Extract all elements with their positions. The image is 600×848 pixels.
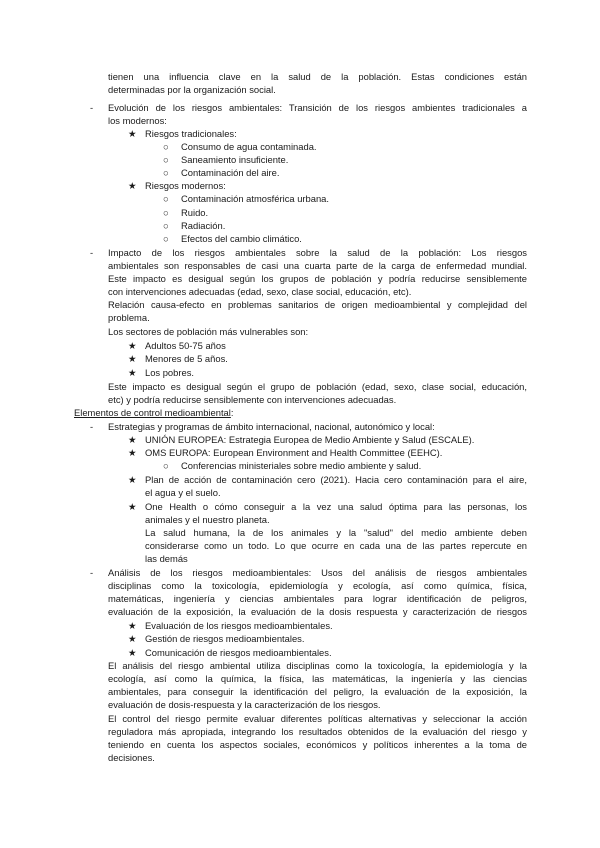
dash-bullet: - — [90, 102, 94, 113]
text-line: determinadas por la organización social. — [108, 84, 276, 95]
text-line: evaluación de dosis-respuesta y la caracterización de los riesgos. — [108, 699, 381, 710]
text-line: decisiones. — [108, 752, 155, 763]
text-line: animales y el nuestro planeta. — [145, 514, 270, 525]
text-line: etc) y podría reducirse sensiblemente con intervenciones adecuadas. — [108, 394, 397, 405]
text-line: Los pobres. — [145, 367, 194, 378]
text-line: Relación causa-efecto en problemas sanitarios de origen medioambiental y complejidad del — [108, 299, 527, 310]
text-line: Conferencias ministeriales sobre medio ambiente y salud. — [181, 460, 422, 471]
text-line: One Health o cómo conseguir a la vez una salud óptima para las personas, los — [145, 501, 527, 512]
text-line: Menores de 5 años. — [145, 353, 228, 364]
star-bullet: ★ — [128, 367, 137, 378]
text-line: OMS EUROPA: European Environment and Health Committee (EEHC). — [145, 447, 443, 458]
circle-bullet: ○ — [163, 460, 169, 471]
section-heading — [74, 406, 233, 419]
text-line: Consumo de agua contaminada. — [181, 141, 317, 152]
text-line: Este impacto es desigual según los grupos de población y podría reducirse sensiblemente — [108, 273, 527, 284]
text-line: reguladora más apropiada, integrando los resultados obtenidos de la evaluación del riesgo y — [108, 726, 527, 737]
text-line: matemáticas, ingeniería y ciencias ambientales para lograr identificación de peligros, — [108, 593, 527, 604]
text-line: Contaminación del aire. — [181, 167, 280, 178]
text-line: considerarse como un todo. Lo que ocurre en cada una de las partes repercute en — [145, 540, 527, 551]
circle-bullet: ○ — [163, 193, 169, 204]
star-bullet: ★ — [128, 128, 137, 139]
text-line: Impacto de los riesgos ambientales sobre la salud de la población: Los riesgos — [108, 247, 527, 258]
text-line: las demás — [145, 553, 188, 564]
circle-bullet: ○ — [163, 220, 169, 231]
text-line: La salud humana, la de los animales y la "salud" del medio ambiente deben — [145, 527, 527, 538]
text-line: Análisis de los riesgos medioambientales: Usos del análisis de riesgos ambientales — [108, 567, 527, 578]
text-line: Saneamiento insuficiente. — [181, 154, 289, 165]
text-line: Radiación. — [181, 220, 226, 231]
text-line: Estrategias y programas de ámbito internacional, nacional, autonómico y local: — [108, 421, 435, 432]
star-bullet: ★ — [128, 180, 137, 191]
star-bullet: ★ — [128, 647, 137, 658]
text-line: Evolución de los riesgos ambientales: Transición de los riesgos ambientes tradicionales a — [108, 102, 527, 113]
dash-bullet: - — [90, 567, 94, 578]
circle-bullet: ○ — [163, 154, 169, 165]
text-line: tienen una influencia clave en la salud de la población. Estas condiciones están — [108, 71, 527, 82]
section-heading-colon: : — [230, 407, 234, 418]
circle-bullet: ○ — [163, 207, 169, 218]
text-line: Riesgos modernos: — [145, 180, 226, 191]
star-bullet: ★ — [128, 501, 137, 512]
text-line: UNIÓN EUROPEA: Estrategia Europea de Medio Ambiente y Salud (ESCALE). — [145, 434, 475, 445]
text-line: El control del riesgo permite evaluar diferentes políticas alternativas y seleccionar la acción — [108, 713, 527, 724]
text-line: evaluación de la exposición, la evaluación de la dosis respuesta y caracterización de riesgos — [108, 606, 527, 617]
text-line: Este impacto es desigual según el grupo de población (edad, sexo, clase social, educación, — [108, 381, 527, 392]
text-line: Adultos 50-75 años — [145, 340, 226, 351]
text-line: ambientales son responsables de casi una cuarta parte de la carga de enfermedad mundial. — [108, 260, 527, 271]
text-line: Los sectores de población más vulnerables son: — [108, 326, 309, 337]
text-line: ecología, así como la química, la física, las matemáticas, la ingeniería y las ciencias — [108, 673, 527, 684]
star-bullet: ★ — [128, 474, 137, 485]
circle-bullet: ○ — [163, 167, 169, 178]
text-line: Gestión de riesgos medioambientales. — [145, 633, 305, 644]
star-bullet: ★ — [128, 353, 137, 364]
text-line: Riesgos tradicionales: — [145, 128, 237, 139]
text-line: teniendo en cuenta los aspectos sociales, económicos y políticos inherentes a la toma de — [108, 739, 527, 750]
text-line: Comunicación de riesgos medioambientales. — [145, 647, 332, 658]
section-heading-text: Elementos de control medioambiental — [74, 407, 231, 418]
circle-bullet: ○ — [163, 141, 169, 152]
text-line: los modernos: — [108, 115, 167, 126]
text-line: Ruido. — [181, 207, 209, 218]
star-bullet: ★ — [128, 340, 137, 351]
text-line: El análisis del riesgo ambiental utiliza disciplinas como la toxicología, la epidemiología y la — [108, 660, 527, 671]
text-line: Efectos del cambio climático. — [181, 233, 302, 244]
text-line: disciplinas como la toxicología, epidemiología y ecología, así como química, física, — [108, 580, 527, 591]
text-line: ambientales, para conseguir la identificación del peligro, la evaluación de la exposición, la — [108, 686, 527, 697]
text-line: problema. — [108, 312, 150, 323]
dash-bullet: - — [90, 421, 94, 432]
dash-bullet: - — [90, 247, 94, 258]
text-line: Evaluación de los riesgos medioambientales. — [145, 620, 333, 631]
star-bullet: ★ — [128, 434, 137, 445]
star-bullet: ★ — [128, 633, 137, 644]
text-line: con intervenciones adecuadas (edad, sexo, clase social, educación, etc). — [108, 286, 412, 297]
star-bullet: ★ — [128, 620, 137, 631]
text-line: el agua y el suelo. — [145, 487, 221, 498]
circle-bullet: ○ — [163, 233, 169, 244]
star-bullet: ★ — [128, 447, 137, 458]
text-line: Contaminación atmosférica urbana. — [181, 193, 329, 204]
text-line: Plan de acción de contaminación cero (2021). Hacia cero contaminación para el aire, — [145, 474, 527, 485]
